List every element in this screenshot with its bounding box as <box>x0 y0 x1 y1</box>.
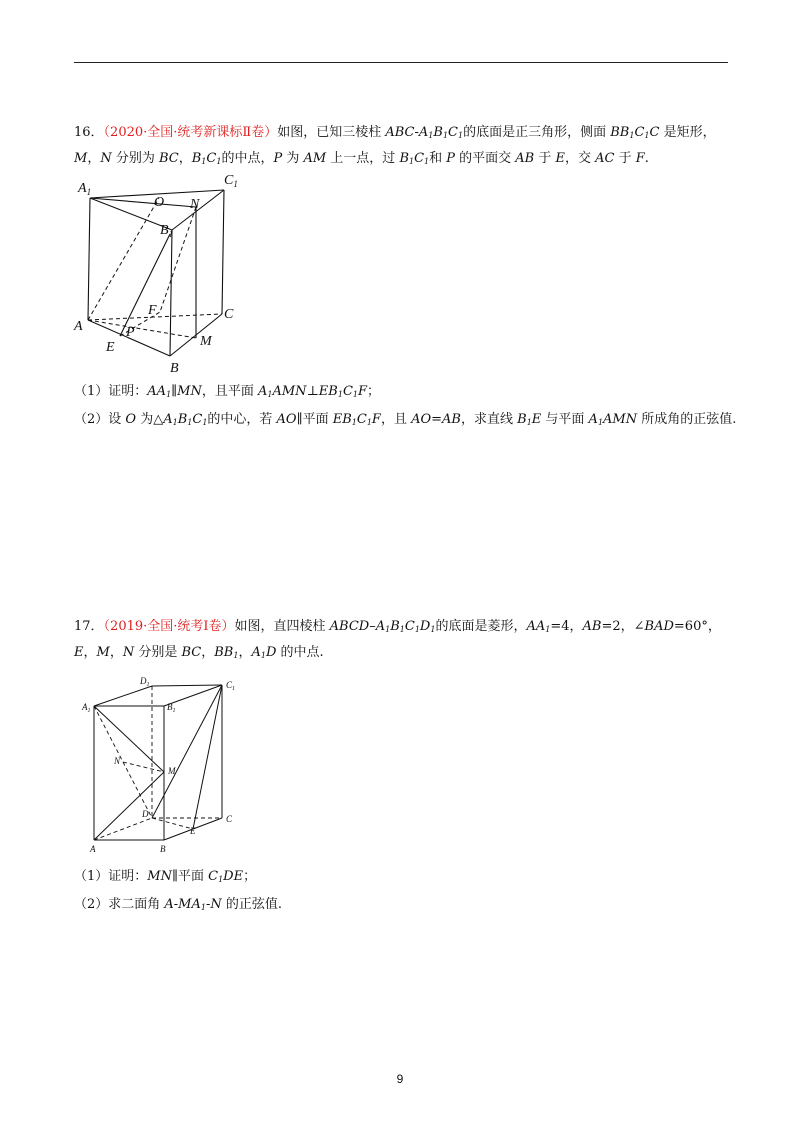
svg-text:A1: $A_1$ <box>82 702 91 714</box>
svg-text:B1: $B_1$ <box>160 223 174 239</box>
label-A1: A <box>82 702 88 712</box>
label-E: E <box>190 826 196 836</box>
problem-16-stem-line1: 16．（2020·全国·统考新课标Ⅱ卷）如图，已知三棱柱 ABC-$A_1B_1C_1$的底面是正三角形，侧面 $BB_1C_1C$ 是矩形， <box>74 125 716 140</box>
problem-17-stem-line1: 17．（2019·全国·统考Ⅰ卷）如图，直四棱柱 ABCD–$A_1B_1C_1D_1$的底面是菱形，$AA_1=4$，AB=2，∠BAD=60°， <box>74 619 721 634</box>
label-A: A <box>74 319 83 334</box>
label-M: M <box>168 766 176 776</box>
problem-source: （2020·全国·统考新课标Ⅱ卷） <box>103 125 278 140</box>
svg-text:A1: $A_1$ <box>78 181 92 197</box>
label-P: P <box>126 325 135 340</box>
label-O: O <box>154 195 165 210</box>
svg-text:C1: $C_1$ <box>226 680 236 692</box>
label-N: N <box>190 197 200 212</box>
label-M: M <box>200 334 212 349</box>
problem-source: （2019·全国·统考Ⅰ卷） <box>103 619 235 634</box>
svg-text:D1: $D_1$ <box>140 676 150 688</box>
label-C: C <box>224 307 234 322</box>
label-A: A <box>90 844 96 854</box>
problem-17-stem-line2: E，M，N 分别是 BC，$BB_1$，$A_1D$ 的中点. <box>74 645 324 660</box>
label-B: B <box>170 361 179 376</box>
label-N: N <box>114 756 121 766</box>
label-C: C <box>226 814 233 824</box>
problem-17-question-2: （2）求二面角 $A-MA_1-N$ 的正弦值. <box>74 897 283 912</box>
svg-text:B1: $B_1$ <box>167 702 176 714</box>
problem-17-question-1: （1）证明：MN∥平面 $C_1DE$； <box>74 869 257 884</box>
page-number: 9 <box>396 1072 404 1086</box>
label-E: E <box>106 340 115 355</box>
problem-16-stem-line2: M，N 分别为 BC，$B_1C_1$的中点，P 为 AM 上一点，过 $B_1C_1$和 P 的平面交 AB 于 E，交 AC 于 F. <box>74 151 649 166</box>
problem-16-question-1: （1）证明：$AA_1\parallel MN$，且平面 $A_1AMN\perp EB_1C_1F$； <box>74 384 381 399</box>
label-C1: C <box>224 173 234 188</box>
label-D: D <box>142 809 149 819</box>
label-B1: B <box>167 702 173 712</box>
label-D1: D <box>140 676 147 686</box>
svg-text:C1: $C_1$ <box>224 173 238 189</box>
problem-number: 16． <box>74 125 104 140</box>
label-B: B <box>160 844 166 854</box>
label-B1: B <box>160 223 169 238</box>
label-F: F <box>148 303 157 318</box>
label-C1: C <box>226 680 233 690</box>
problem-number: 17． <box>74 619 104 634</box>
problem-16-question-2: （2）设 O 为$\triangle A_1B_1C_1$的中心，若 AO∥平面 $EB_1C_1F$，且 AO=AB，求直线 $B_1E$ 与平面 $A_1AMN$ 所成角的正弦值. <box>74 412 737 427</box>
label-A1: A <box>78 181 87 196</box>
